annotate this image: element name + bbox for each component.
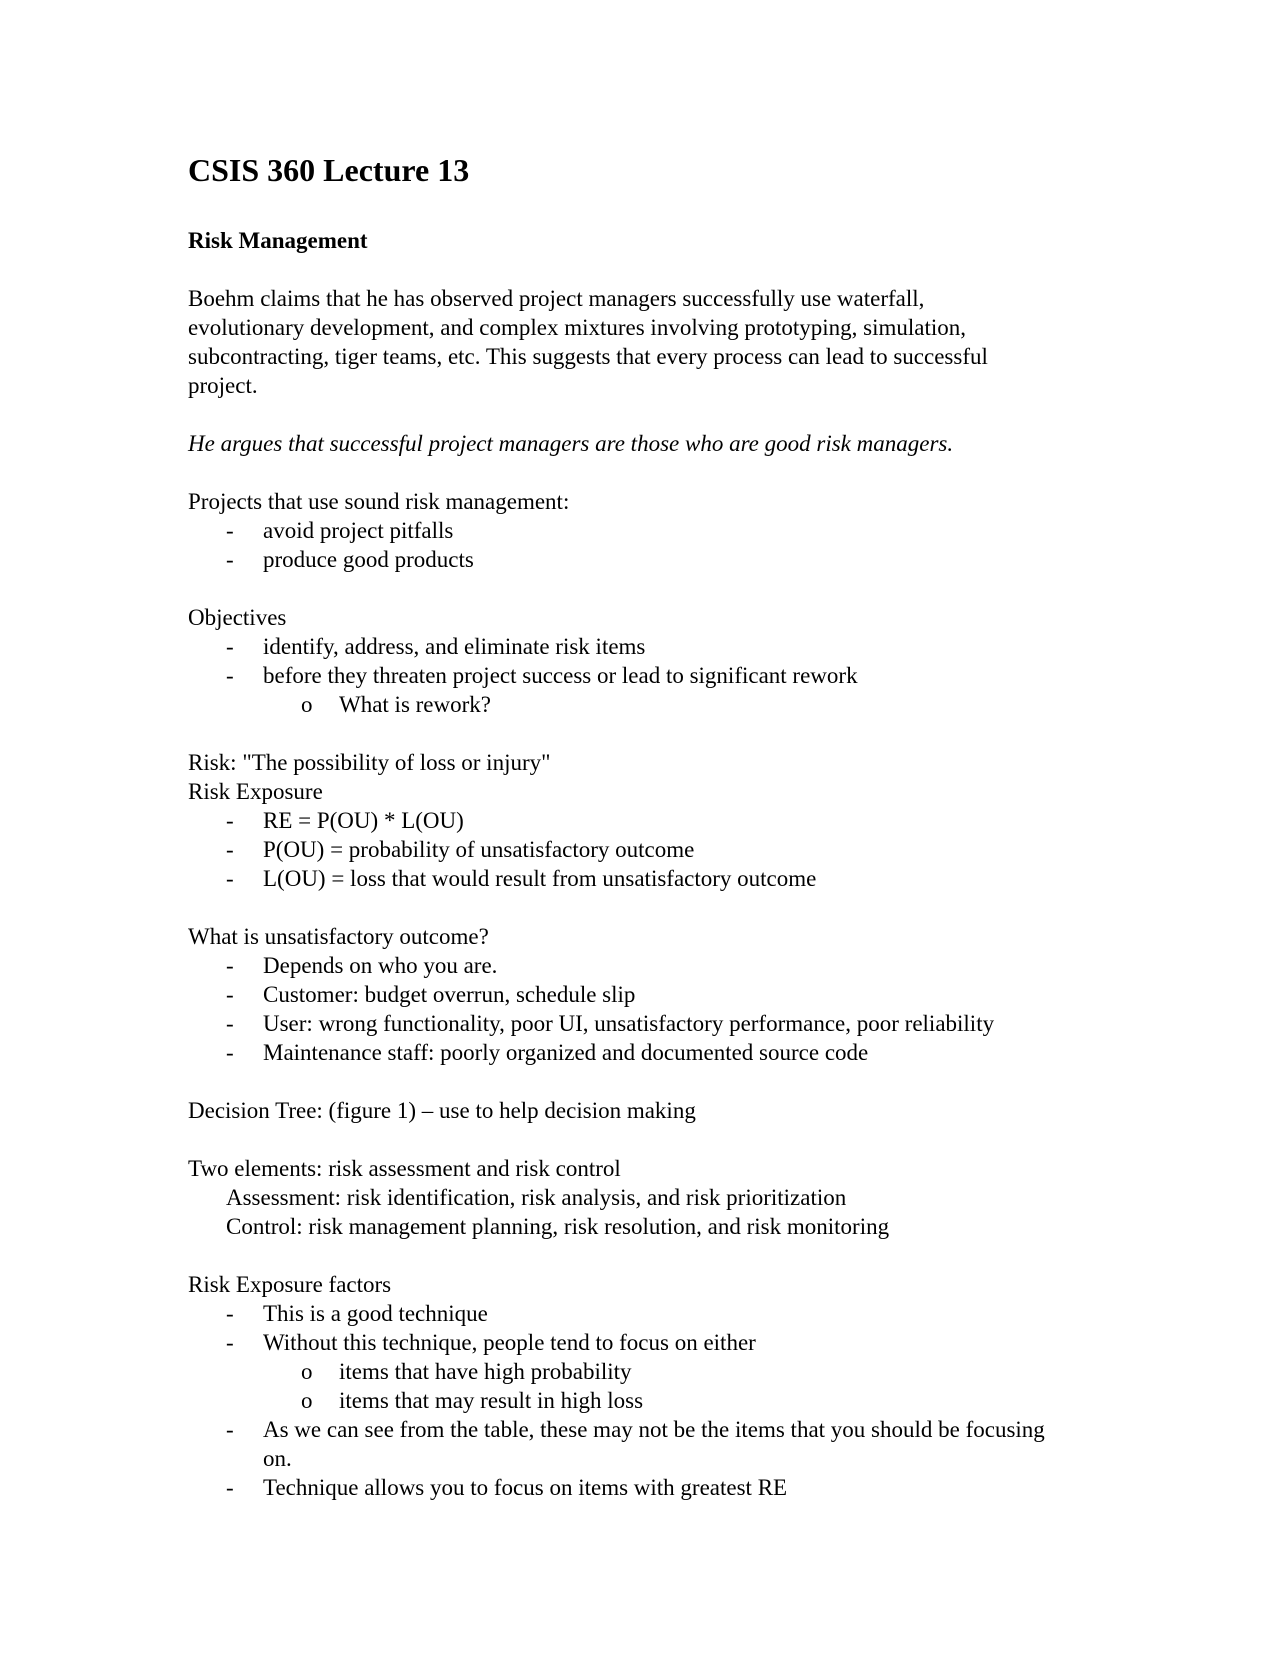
list-item: - L(OU) = loss that would result from unsatisfactory outcome	[226, 866, 817, 891]
section-heading: Risk Management	[188, 228, 368, 253]
intro-line: project.	[188, 373, 258, 398]
risk-exposure-lead: Risk Exposure	[188, 779, 323, 804]
list-item: - Depends on who you are.	[226, 953, 498, 978]
page-title: CSIS 360 Lecture 13	[188, 152, 470, 188]
list-item: - This is a good technique	[226, 1301, 488, 1326]
list-item: - Without this technique, people tend to focus on either	[226, 1330, 756, 1355]
list-item: - Customer: budget overrun, schedule slip	[226, 982, 636, 1007]
intro-line: subcontracting, tiger teams, etc. This suggests that every process can lead to successful	[188, 344, 988, 369]
risk-definition: Risk: "The possibility of loss or injury"	[188, 750, 551, 775]
decision-tree-note: Decision Tree: (figure 1) – use to help decision making	[188, 1098, 696, 1123]
list-item: - avoid project pitfalls	[226, 518, 454, 543]
argument-statement: He argues that successful project managers are those who are good risk managers.	[188, 431, 954, 456]
unsatisfactory-lead: What is unsatisfactory outcome?	[188, 924, 489, 949]
factors-lead: Risk Exposure factors	[188, 1272, 392, 1297]
intro-paragraph	[188, 284, 1128, 400]
projects-lead: Projects that use sound risk management:	[188, 489, 570, 514]
control-line: Control: risk management planning, risk resolution, and risk monitoring	[226, 1214, 890, 1239]
list-item: - As we can see from the table, these may not be the items that you should be focusing on.	[226, 1417, 1045, 1471]
list-item: - Technique allows you to focus on items with greatest RE	[226, 1475, 788, 1500]
assessment-line: Assessment: risk identification, risk analysis, and risk prioritization	[226, 1185, 847, 1210]
elements-lead: Two elements: risk assessment and risk control	[188, 1156, 621, 1181]
list-item: - User: wrong functionality, poor UI, unsatisfactory performance, poor reliability	[226, 1011, 995, 1036]
objectives-lead: Objectives	[188, 605, 287, 630]
sub-list-item: o items that have high probability	[301, 1359, 632, 1384]
document-body	[188, 284, 1128, 1502]
list-item: - P(OU) = probability of unsatisfactory outcome	[226, 837, 695, 862]
sub-list-item: o What is rework?	[301, 692, 491, 717]
list-item: - identify, address, and eliminate risk items	[226, 634, 646, 659]
intro-line: Boehm claims that he has observed project managers successfully use waterfall,	[188, 286, 925, 311]
sub-list-item: o items that may result in high loss	[301, 1388, 644, 1413]
list-item: - RE = P(OU) * L(OU)	[226, 808, 464, 833]
list-item: - produce good products	[226, 547, 474, 572]
intro-line: evolutionary development, and complex mixtures involving prototyping, simulation,	[188, 315, 967, 340]
list-item: - Maintenance staff: poorly organized and documented source code	[226, 1040, 869, 1065]
list-item: - before they threaten project success or lead to significant rework	[226, 663, 858, 688]
